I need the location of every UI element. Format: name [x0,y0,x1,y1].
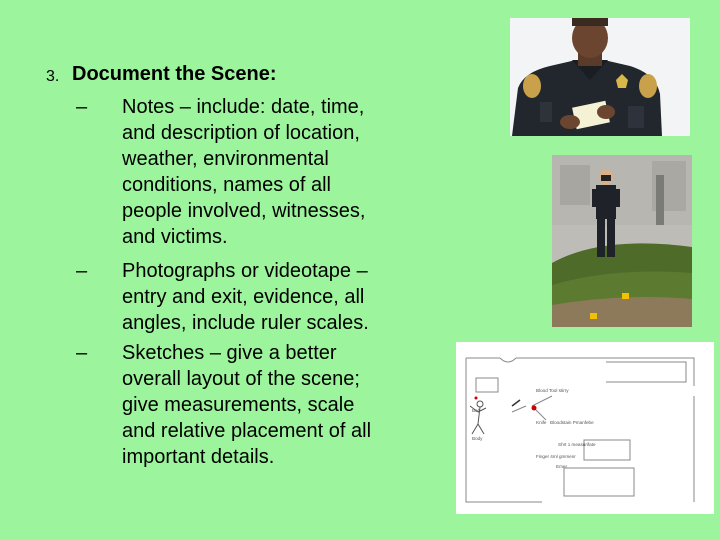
bullet-line: Photographs or videotape – [122,260,368,282]
bullet-line: people involved, witnesses, [122,200,366,222]
sketch-drawing [456,342,714,514]
officer-notes-photo [510,18,690,136]
bullet-line: Notes – include: date, time, [122,96,365,118]
officer-notes-illustration [510,18,690,136]
item-number: 3. [46,68,60,85]
bullet-line: and description of location, [122,122,360,144]
bullet-text [122,258,442,336]
bullet-line: angles, include ruler scales. [122,312,369,334]
bullet-marker: – [76,260,88,282]
bullet-line: and victims. [122,226,228,248]
bullet-text [122,94,442,250]
sketch-label: Finger 4ml gmmenr [536,454,576,459]
scene-photo [552,155,692,327]
bullet-line: entry and exit, evidence, all [122,286,365,308]
bullet-line: overall layout of the scene; [122,368,360,390]
sketch-label: Shrt 1 measurifate [558,442,596,447]
sketch-label: Blood Tool stirry [536,388,569,393]
sketch-label: Body [472,436,483,441]
bullet-line: conditions, names of all [122,174,332,196]
bullet-line: weather, environmental [122,148,329,170]
bullet-line: and relative placement of all [122,420,372,442]
bullet-marker: – [76,342,88,364]
sketch-label: Knife [536,420,547,425]
bullet-line: give measurements, scale [122,394,355,416]
bullet-line: Sketches – give a better [122,342,337,364]
bullet-line: important details. [122,446,275,468]
bullet-marker: – [76,96,88,118]
sketch-label: Emer [556,464,567,469]
sketch-label: Belt [472,408,480,413]
bullet-text [122,340,442,470]
crime-scene-sketch [456,342,714,514]
item-heading: Document the Scene: [72,63,277,85]
scene-photo-illustration [552,155,692,327]
sketch-label: Bloodstain Pmanfebe [550,420,594,425]
